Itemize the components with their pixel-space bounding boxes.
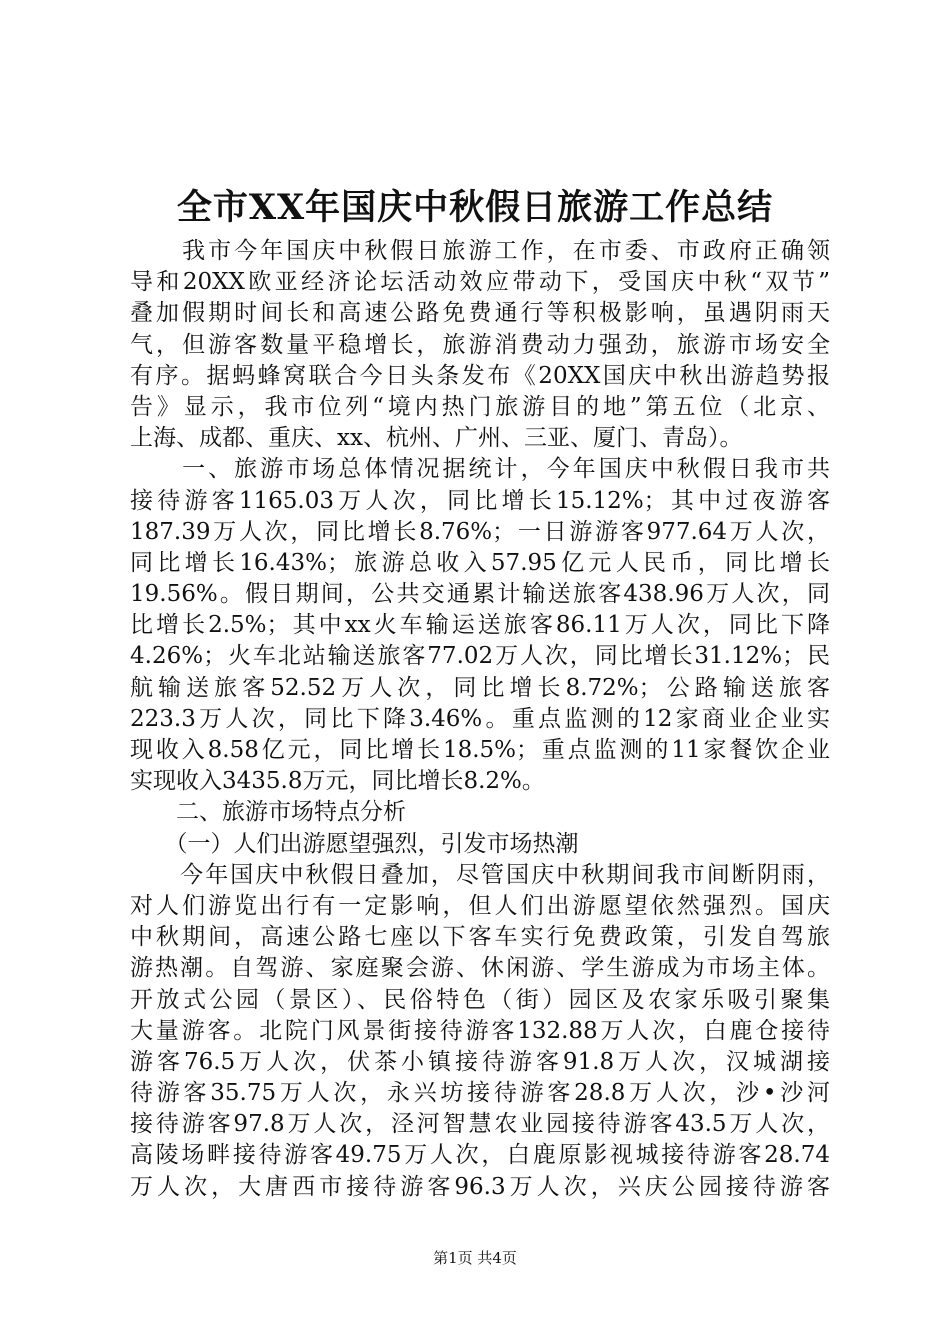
document-title: 全市XX年国庆中秋假日旅游工作总结: [176, 187, 774, 228]
text-line: 有序。据蚂蜂窝联合今日头条发布《20XX国庆中秋出游趋势报: [130, 362, 830, 389]
text-line: 航输送旅客52.52万人次，同比增长8.72%；公路输送旅客: [130, 674, 830, 701]
text-line: 导和20XX欧亚经济论坛活动效应带动下，受国庆中秋“双节”: [130, 269, 830, 296]
text-line: 上海、成都、重庆、xx、杭州、广州、三亚、厦门、青岛）。: [130, 425, 743, 452]
text-line: 接待游客1165.03万人次，同比增长15.12%；其中过夜游客: [130, 487, 830, 514]
text-line: 同比增长16.43%；旅游总收入57.95亿元人民币，同比增长: [130, 549, 830, 576]
document-body: [130, 236, 830, 1203]
text-line: 叠加假期时间长和高速公路免费通行等积极影响，虽遇阴雨天: [130, 300, 830, 327]
text-line: 气，但游客数量平稳增长，旅游消费动力强劲，旅游市场安全: [130, 331, 830, 358]
text-line: 实现收入3435.8万元，同比增长8.2%。: [130, 768, 545, 795]
text-line: 万人次，大唐西市接待游客96.3万人次，兴庆公园接待游客: [130, 1173, 830, 1200]
text-line: 比增长2.5%；其中xx火车输运送旅客86.11万人次，同比下降: [130, 612, 830, 639]
text-line: 一、旅游市场总体情况据统计，今年国庆中秋假日我市共: [130, 456, 830, 483]
text-line: 待游客35.75万人次，永兴坊接待游客28.8万人次，沙•沙河: [130, 1080, 830, 1107]
text-line: 二、旅游市场特点分析: [130, 799, 406, 826]
text-line: 高陵场畔接待游客49.75万人次，白鹿原影视城接待游客28.74: [130, 1142, 830, 1169]
text-line: 223.3万人次，同比下降3.46%。重点监测的12家商业企业实: [130, 705, 830, 732]
text-line: （一）人们出游愿望强烈，引发市场热潮: [130, 830, 579, 857]
text-line: 现收入8.58亿元，同比增长18.5%；重点监测的11家餐饮企业: [130, 737, 830, 763]
text-line: 187.39万人次，同比增长8.76%；一日游游客977.64万人次，: [130, 518, 830, 545]
text-line: 大量游客。北院门风景街接待游客132.88万人次，白鹿仓接待: [130, 1017, 830, 1044]
page-footer: 第1页 共4页: [433, 1249, 517, 1267]
text-line: 告》显示，我市位列“境内热门旅游目的地”第五位（北京、: [130, 393, 830, 420]
text-line: 对人们游览出行有一定影响，但人们出游愿望依然强烈。国庆: [130, 892, 830, 919]
text-line: 游热潮。自驾游、家庭聚会游、休闲游、学生游成为市场主体。: [130, 955, 830, 982]
text-line: 中秋期间，高速公路七座以下客车实行免费政策，引发自驾旅: [130, 924, 830, 951]
text-line: 19.56%。假日期间，公共交通累计输送旅客438.96万人次，同: [130, 581, 830, 608]
text-line: 开放式公园（景区）、民俗特色（街）园区及农家乐吸引聚集: [130, 986, 830, 1013]
text-line: 我市今年国庆中秋假日旅游工作，在市委、市政府正确领: [130, 238, 830, 264]
text-line: 游客76.5万人次，伏茶小镇接待游客91.8万人次，汉城湖接: [130, 1048, 830, 1075]
text-line: 接待游客97.8万人次，泾河智慧农业园接待游客43.5万人次，: [130, 1111, 830, 1138]
text-line: 今年国庆中秋假日叠加，尽管国庆中秋期间我市间断阴雨，: [130, 861, 830, 888]
text-line: 4.26%；火车北站输送旅客77.02万人次，同比增长31.12%；民: [130, 643, 830, 670]
